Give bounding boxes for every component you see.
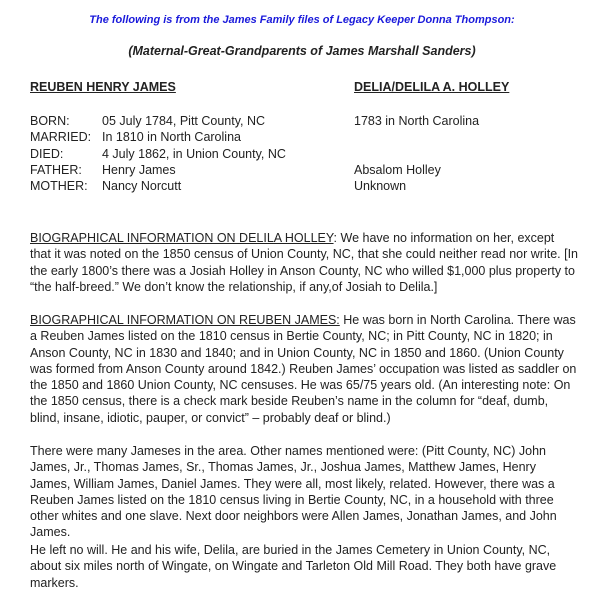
bio-delila-heading: BIOGRAPHICAL INFORMATION ON DELILA HOLLEY [30,231,334,245]
died-row [30,146,590,162]
married-row [30,129,590,145]
husband-mother-value: Nancy Norcutt [102,179,182,194]
wife-mother-value: Unknown [354,179,407,194]
husband-father-value: Henry James [102,162,176,177]
jameses-paragraph: There were many Jameses in the area. Other names mentioned were: (Pitt County, NC) John James, Jr., Thomas James, Sr., Thomas James, Jr., Joshua James, Matthew James, Henry James, William James, Daniel James. They were all, most likely, related. However, there was a Reuben James listed on the 1810 census living in Bertie County, NC, in a household with three other whites and one slave. Next door neighbors were Allen James, Jonathan James, and John James. [30,444,557,540]
bio-reuben-paragraph [30,312,578,426]
father-row [30,162,590,178]
born-row [30,113,590,129]
wife-father-value: Absalom Holley [354,162,441,177]
intro-note: The following is from the James Family files of Legacy Keeper Donna Thompson: [89,14,515,26]
husband-name-heading: REUBEN HENRY JAMES [30,80,176,94]
bio-reuben-text: He was born in North Carolina. There was a Reuben James listed on the 1810 census in Bertie County, NC; in Pitt County, NC in 1820; in Anson County, NC in 1830 and 1840; and in Union County, NC in 1850 and 1860. (Union County was formed from Anson County around 1842.) Reuben James’ occupation was listed as saddler on the 1850 and 1860 Union County, NC censuses. He was 65/75 years old. (An interesting note: On the 1850 census, there is a check mark beside Reuben’s name in the column for “deaf, dumb, blind, insane, idiotic, pauper, or convict” – probably deaf or blind.) [30,313,577,425]
husband-married-value: In 1810 in North Carolina [102,130,241,145]
born-label: BORN: [30,114,70,128]
wife-name-heading: DELIA/DELILA A. HOLLEY [354,80,510,94]
bio-delila-paragraph [30,230,578,295]
husband-born-value: 05 July 1784, Pitt County, NC [102,114,266,128]
died-label: DIED: [30,146,64,161]
mother-label: MOTHER: [30,179,88,194]
wife-born-value: 1783 in North Carolina [354,114,480,128]
bio-delila-text: : We have no information on her, except that it was noted on the 1850 census of Union County, NC, that she could neither read nor write. [In the early 1800’s there was a Josiah Holley in Anson County, NC who willed $1,000 plus property to “the half-breed.” We don’t know the relationship, if any,of Josiah to Delila.] [30,231,579,294]
vital-facts-table [30,113,590,194]
bio-reuben-heading: BIOGRAPHICAL INFORMATION ON REUBEN JAMES: [30,313,340,327]
mother-row [30,178,590,194]
husband-died-value: 4 July 1862, in Union County, NC [102,146,286,161]
document-subtitle: (Maternal-Great-Grandparents of James Marshall Sanders) [128,44,476,58]
married-label: MARRIED: [30,130,92,145]
burial-paragraph: He left no will. He and his wife, Delila, are buried in the James Cemetery in Union County, NC, about six miles north of Wingate, on Wingate and Tarleton Old Mill Road. They both have grave markers. [30,543,557,590]
father-label: FATHER: [30,162,82,177]
